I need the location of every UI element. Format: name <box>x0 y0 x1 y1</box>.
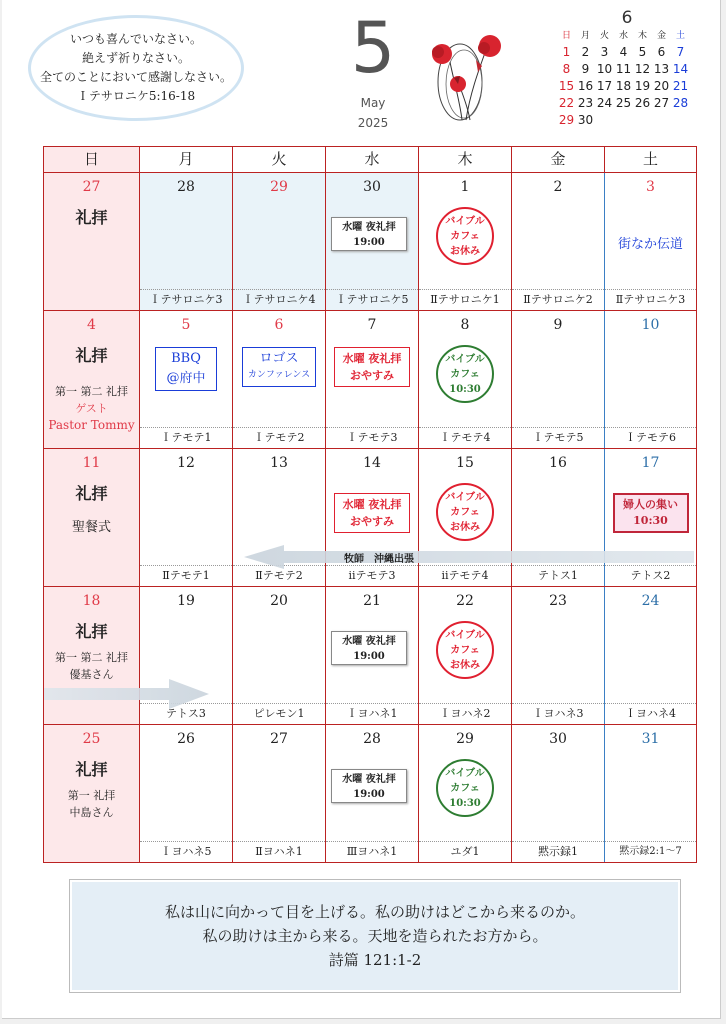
mini-day: 19 <box>634 79 651 93</box>
mini-day <box>633 112 652 128</box>
day-number: 29 <box>270 179 288 195</box>
day-number: 28 <box>363 731 381 747</box>
day-cell <box>139 173 232 310</box>
mini-day: 15 <box>558 79 575 93</box>
day-cell <box>418 173 511 310</box>
wednesday-service-box <box>331 217 407 251</box>
reading-ref: Ｉヨハネ4 <box>605 703 696 724</box>
stamp-line: お休み <box>450 659 480 671</box>
weekday-label: 月 <box>139 147 232 172</box>
week-row <box>44 587 696 725</box>
stamp-line: カフェ <box>450 230 480 242</box>
day-cell-sunday <box>44 311 139 448</box>
stamp-line: カフェ <box>450 644 480 656</box>
mini-day: 22 <box>558 96 575 110</box>
stamp-line: カフェ <box>450 506 480 518</box>
mini-weekday-label: 火 <box>599 31 609 41</box>
mini-day: 26 <box>634 96 651 110</box>
reading-ref: テトス2 <box>605 565 696 586</box>
day-number: 21 <box>363 593 381 609</box>
worship-label: 礼拝 <box>75 760 108 779</box>
mini-day: 14 <box>672 62 689 76</box>
reading-ref: Ｉヨハネ1 <box>326 703 418 724</box>
weekday-label: 土 <box>604 147 696 172</box>
stamp-line: お休み <box>450 245 480 257</box>
wednesday-service-box <box>331 631 407 665</box>
reading-ref: Ｉテモテ5 <box>512 427 604 448</box>
reading-ref: 黙示録2:1〜7 <box>605 841 696 862</box>
day-number: 29 <box>456 731 474 747</box>
event-time: 19:00 <box>353 789 385 800</box>
event-line: おやすみ <box>350 515 394 528</box>
logos-conference-box <box>242 347 316 387</box>
day-number: 31 <box>641 731 660 747</box>
mini-day <box>671 112 690 128</box>
trip-arrow-right <box>44 679 209 709</box>
wednesday-service-box <box>334 347 410 387</box>
day-number: 9 <box>553 317 563 333</box>
day-number: 18 <box>82 593 101 609</box>
day-number: 4 <box>87 317 96 333</box>
reading-ref: Ⅱテサロニケ2 <box>512 289 604 310</box>
mini-day: 28 <box>672 96 689 110</box>
day-number: 15 <box>456 455 474 471</box>
day-number: 2 <box>553 179 563 195</box>
mini-day: 23 <box>577 96 594 110</box>
event-time: 10:30 <box>633 514 668 527</box>
reading-ref: Ｉヨハネ3 <box>512 703 604 724</box>
stamp-line: バイブル <box>445 629 485 641</box>
day-cell <box>511 587 604 724</box>
calendar-page <box>2 0 721 1019</box>
weekday-label: 日 <box>44 147 139 172</box>
day-cell <box>325 173 418 310</box>
bible-cafe-stamp <box>436 207 494 265</box>
day-cell-saturday <box>604 587 696 724</box>
day-cell <box>511 725 604 862</box>
mini-day: 21 <box>672 79 689 93</box>
reading-ref: Ｉヨハネ5 <box>140 841 232 862</box>
footer-verse-reference: 詩篇 121:1-2 <box>328 951 422 969</box>
event-line: 水曜 夜礼拝 <box>342 352 402 365</box>
reading-ref: ⅱテモテ4 <box>419 565 511 586</box>
day-number: 26 <box>177 731 195 747</box>
event-line: 水曜 夜礼拝 <box>342 774 396 785</box>
day-number: 16 <box>549 455 567 471</box>
header-verse-line: いつも喜んでいなさい。 <box>69 32 202 46</box>
event-line: 水曜 夜礼拝 <box>342 222 396 233</box>
mini-day: 1 <box>562 45 571 59</box>
weekday-label: 木 <box>418 147 511 172</box>
day-cell <box>232 725 325 862</box>
mini-weekday-label: 月 <box>580 31 590 41</box>
mini-calendar <box>557 8 697 128</box>
day-number: 8 <box>460 317 470 333</box>
mini-weekday-label: 日 <box>561 31 571 41</box>
day-cell <box>418 587 511 724</box>
footer-verse <box>70 880 680 992</box>
mini-calendar-grid <box>557 30 697 128</box>
mini-day: 18 <box>615 79 632 93</box>
wednesday-service-box <box>334 493 410 533</box>
day-cell-sunday <box>44 725 139 862</box>
reading-ref: Ｉテサロニケ5 <box>326 289 418 310</box>
wednesday-service-box <box>331 769 407 803</box>
mini-day <box>614 112 633 128</box>
reading-ref: Ⅱテモテ1 <box>140 565 232 586</box>
stamp-line: バイブル <box>445 767 485 779</box>
worship-detail: 第一 礼拝 <box>67 789 116 802</box>
worship-label: 礼拝 <box>75 346 108 365</box>
day-number: 10 <box>641 317 660 333</box>
day-number: 11 <box>82 455 101 471</box>
stamp-line: バイブル <box>445 353 485 365</box>
mini-day: 16 <box>577 79 594 93</box>
footer-verse-line: 私の助けは主から来る。天地を造られたお方から。 <box>202 927 548 945</box>
stamp-line: カフェ <box>450 368 480 380</box>
reading-ref: テトス3 <box>140 703 232 724</box>
reading-ref <box>44 290 139 310</box>
day-number: 14 <box>363 455 381 471</box>
day-number: 13 <box>270 455 288 471</box>
mini-day: 24 <box>596 96 613 110</box>
bible-cafe-stamp <box>436 621 494 679</box>
weekday-header <box>44 147 696 173</box>
event-line: @府中 <box>166 371 206 386</box>
speaker-name: 中島さん <box>69 806 114 819</box>
guest-label: ゲスト <box>75 402 108 415</box>
mini-day: 6 <box>657 45 666 59</box>
day-cell <box>418 311 511 448</box>
worship-detail: 第一 第二 礼拝 <box>55 651 128 664</box>
mini-weekday-label: 木 <box>637 31 647 41</box>
mini-day: 2 <box>581 45 590 59</box>
mini-day: 20 <box>653 79 670 93</box>
mini-calendar-month: 6 <box>621 8 633 28</box>
reading-ref: Ｉテモテ2 <box>233 427 325 448</box>
worship-label: 礼拝 <box>75 208 108 227</box>
communion-label: 聖餐式 <box>71 520 111 535</box>
day-cell-saturday <box>604 311 696 448</box>
mini-weekday-label: 金 <box>656 31 666 41</box>
reading-ref: 黙示録1 <box>512 841 604 862</box>
mini-day: 30 <box>577 113 594 127</box>
day-number: 22 <box>456 593 474 609</box>
month-calendar <box>43 146 697 863</box>
day-cell-saturday <box>604 725 696 862</box>
day-cell <box>139 725 232 862</box>
day-number: 30 <box>363 179 381 195</box>
event-line: 水曜 夜礼拝 <box>342 636 396 647</box>
footer-verse-line: 私は山に向かって目を上げる。私の助けはどこから来るのか。 <box>164 903 585 921</box>
mini-day: 12 <box>634 62 651 76</box>
reading-ref: Ⅱテモテ2 <box>233 565 325 586</box>
day-number: 20 <box>270 593 288 609</box>
pastor-trip-label: 牧師 沖縄出張 <box>344 554 414 565</box>
event-line: おやすみ <box>350 369 394 382</box>
reading-ref: テトス1 <box>512 565 604 586</box>
speaker-name: 優基さん <box>69 668 114 681</box>
womens-meeting-box <box>613 493 689 533</box>
mini-day: 17 <box>596 79 613 93</box>
reading-ref: ⅱテモテ3 <box>326 565 418 586</box>
guest-name: Pastor Tommy <box>48 418 135 432</box>
worship-label: 礼拝 <box>75 622 108 641</box>
reading-ref: Ｉヨハネ2 <box>419 703 511 724</box>
mini-day <box>652 112 671 128</box>
header-verse-reference: Ｉテサロニケ5:16-18 <box>76 89 196 103</box>
month-year: 2025 <box>357 116 389 130</box>
day-number: 25 <box>82 731 101 747</box>
weekday-label: 水 <box>325 147 418 172</box>
stamp-line: 10:30 <box>449 797 481 809</box>
reading-ref: Ｉテサロニケ4 <box>233 289 325 310</box>
day-number: 23 <box>549 593 567 609</box>
header-verse-line: 絶えず祈りなさい。 <box>81 51 190 65</box>
day-cell <box>511 173 604 310</box>
day-cell-saturday <box>604 173 696 310</box>
day-cell <box>139 311 232 448</box>
mini-day: 13 <box>653 62 670 76</box>
day-cell <box>232 173 325 310</box>
day-cell <box>325 587 418 724</box>
reading-ref: ピレモン1 <box>233 703 325 724</box>
worship-label: 礼拝 <box>75 484 108 503</box>
weekday-label: 金 <box>511 147 604 172</box>
week-row <box>44 173 696 311</box>
week-row <box>44 449 696 587</box>
day-number: 6 <box>274 317 284 333</box>
stamp-line: カフェ <box>450 782 480 794</box>
mini-day: 7 <box>676 45 685 59</box>
day-number: 17 <box>641 455 660 471</box>
event-line: カンファレンス <box>247 370 311 380</box>
stamp-line: お休み <box>450 521 480 533</box>
event-line: 婦人の集い <box>623 498 678 511</box>
poppy-illustration <box>420 32 510 124</box>
mini-day: 5 <box>638 45 647 59</box>
reading-ref: Ｉテサロニケ3 <box>140 289 232 310</box>
month-name: May <box>360 96 386 110</box>
event-time: 19:00 <box>353 237 385 248</box>
day-cell-sunday <box>44 173 139 310</box>
mini-day: 3 <box>600 45 609 59</box>
day-cell-sunday <box>44 449 139 586</box>
bible-cafe-stamp <box>436 483 494 541</box>
mini-day: 11 <box>615 62 632 76</box>
day-number: 27 <box>270 731 288 747</box>
day-cell <box>418 725 511 862</box>
mini-weekday-label: 水 <box>618 31 628 41</box>
day-cell <box>232 311 325 448</box>
reading-ref: Ⅱヨハネ1 <box>233 841 325 862</box>
stamp-line: バイブル <box>445 491 485 503</box>
reading-ref: Ⅱテサロニケ1 <box>419 289 511 310</box>
event-line: ロゴス <box>259 351 299 366</box>
mini-day <box>595 112 614 128</box>
month-number: 5 <box>350 7 396 89</box>
mini-day: 4 <box>619 45 628 59</box>
trip-arrow-left <box>244 545 694 569</box>
day-cell <box>232 587 325 724</box>
day-number: 30 <box>549 731 567 747</box>
stamp-line: 10:30 <box>449 383 481 395</box>
mini-weekday-label: 土 <box>675 31 685 41</box>
weekday-label: 火 <box>232 147 325 172</box>
day-cell <box>325 311 418 448</box>
street-evangelism-label: 街なか伝道 <box>617 237 683 252</box>
reading-ref: Ｉテモテ1 <box>140 427 232 448</box>
week-row <box>44 311 696 449</box>
bbq-event-box <box>155 347 217 391</box>
reading-ref: ユダ1 <box>419 841 511 862</box>
header-verse <box>28 15 244 121</box>
day-number: 24 <box>641 593 660 609</box>
reading-ref: Ｉテモテ3 <box>326 427 418 448</box>
reading-ref: Ｉテモテ4 <box>419 427 511 448</box>
reading-ref: Ⅲヨハネ1 <box>326 841 418 862</box>
day-number: 7 <box>367 317 377 333</box>
reading-ref: Ｉテモテ6 <box>605 427 696 448</box>
bible-cafe-stamp <box>436 759 494 817</box>
day-number: 1 <box>460 179 470 195</box>
bible-cafe-stamp <box>436 345 494 403</box>
event-line: BBQ <box>171 351 201 366</box>
mini-day: 9 <box>581 62 590 76</box>
event-time: 19:00 <box>353 651 385 662</box>
day-number: 12 <box>177 455 195 471</box>
reading-ref: Ⅱテサロニケ3 <box>605 289 696 310</box>
mini-day: 8 <box>562 62 571 76</box>
stamp-line: バイブル <box>445 215 485 227</box>
day-number: 28 <box>177 179 195 195</box>
event-line: 水曜 夜礼拝 <box>342 498 402 511</box>
worship-detail: 第一 第二 礼拝 <box>55 385 128 398</box>
day-number: 5 <box>181 317 191 333</box>
mini-day: 27 <box>653 96 670 110</box>
day-cell <box>325 725 418 862</box>
mini-day: 10 <box>596 62 613 76</box>
mini-day: 25 <box>615 96 632 110</box>
day-number: 19 <box>177 593 195 609</box>
day-number: 27 <box>82 179 101 195</box>
week-row <box>44 725 696 862</box>
day-number: 3 <box>646 179 655 195</box>
day-cell <box>139 449 232 586</box>
header-verse-line: 全てのことにおいて感謝しなさい。 <box>39 70 232 84</box>
day-cell <box>511 311 604 448</box>
mini-day: 29 <box>558 113 575 127</box>
